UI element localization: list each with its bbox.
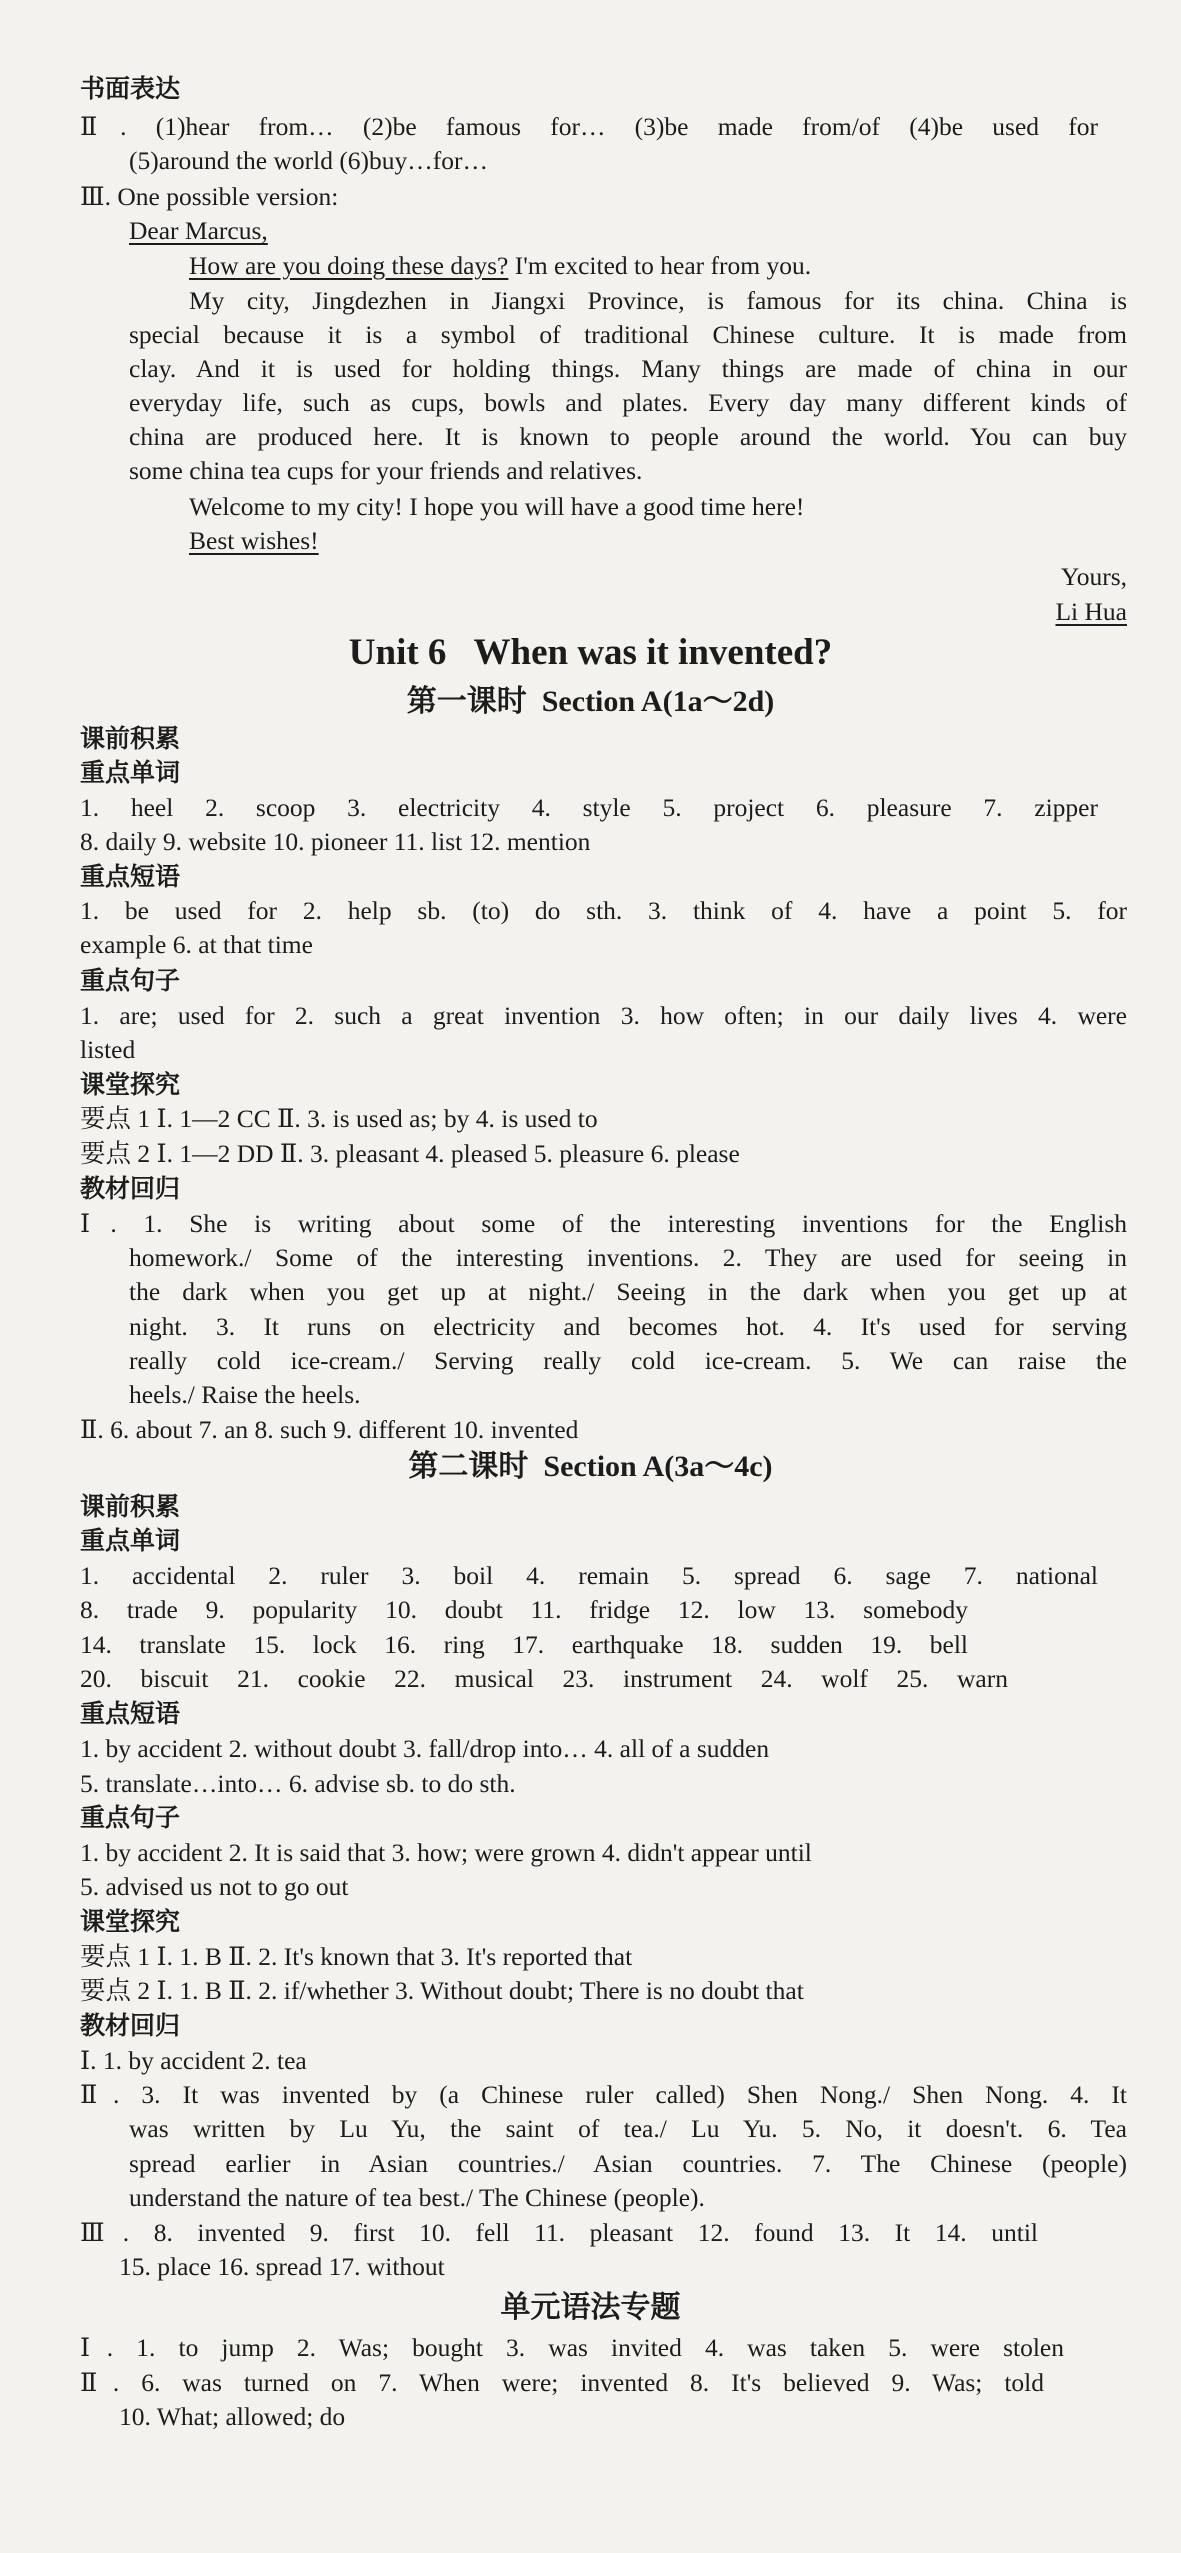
letter-signature: Li Hua	[1055, 597, 1127, 626]
letter-p2-line: special because it is a symbol of traditional Chinese culture. It is made from	[129, 320, 1127, 349]
lesson2-words-line: 14. translate 15. lock 16. ring 17. earthquake 18. sudden 19. bell	[80, 1630, 968, 1659]
lesson2-words-line: 1. accidental 2. ruler 3. boil 4. remain 5. spread 6. sage 7. national	[80, 1561, 1098, 1590]
lesson1-review-line: the dark when you get up at night./ Seeing in the dark when you get up at	[129, 1277, 1127, 1306]
lesson2-review-line: Ⅱ. 3. It was invented by (a Chinese ruler called) Shen Nong./ Shen Nong. 4. It	[80, 2080, 1127, 2109]
lesson1-review-line: Ⅱ. 6. about 7. an 8. such 9. different 10. invented	[80, 1415, 579, 1444]
lesson2-explore-heading: 课堂探究	[80, 1907, 181, 1936]
lesson1-review-line: Ⅰ. 1. She is writing about some of the interesting inventions for the English	[80, 1209, 1127, 1238]
lesson1-words-heading: 重点单词	[80, 758, 181, 787]
lesson2-sentences-line: 5. advised us not to go out	[80, 1872, 349, 1901]
lesson1-review-line: night. 3. It runs on electricity and becomes hot. 4. It's used for serving	[129, 1312, 1127, 1341]
letter-p1-rest: I'm excited to hear from you.	[508, 251, 812, 280]
letter-closing: Best wishes!	[189, 526, 319, 555]
lesson1-review-line: heels./ Raise the heels.	[129, 1380, 361, 1409]
lesson1-phrases-heading: 重点短语	[80, 862, 181, 891]
grammar-line: Ⅰ. 1. to jump 2. Was; bought 3. was invited 4. was taken 5. were stolen	[80, 2333, 1064, 2362]
writing-II-line2: (5)around the world (6)buy…for…	[129, 146, 489, 175]
letter-salutation: Dear Marcus,	[129, 216, 268, 245]
lesson1-phrases-line: example 6. at that time	[80, 930, 313, 959]
unit-title: Unit 6 When was it invented?	[348, 632, 833, 673]
lesson1-phrases-line: 1. be used for 2. help sb. (to) do sth. 3. think of 4. have a point 5. for	[80, 896, 1127, 925]
lesson2-words-heading: 重点单词	[80, 1526, 181, 1555]
lesson2-sentences-line: 1. by accident 2. It is said that 3. how; were grown 4. didn't appear until	[80, 1838, 812, 1867]
lesson2-explore-line: 要点 2 Ⅰ. 1. B Ⅱ. 2. if/whether 3. Without doubt; There is no doubt that	[80, 1976, 804, 2005]
letter-p2-line: My city, Jingdezhen in Jiangxi Province, is famous for its china. China is	[189, 286, 1127, 315]
lesson1-sentences-line: 1. are; used for 2. such a great invention 3. how often; in our daily lives 4. were	[80, 1001, 1127, 1030]
lesson1-sentences-line: listed	[80, 1035, 136, 1064]
lesson2-review-line: Ⅲ. 8. invented 9. first 10. fell 11. pleasant 12. found 13. It 14. until	[80, 2218, 1038, 2247]
lesson1-review-line: homework./ Some of the interesting inventions. 2. They are used for seeing in	[129, 1243, 1127, 1272]
lesson2-review-line: spread earlier in Asian countries./ Asian countries. 7. The Chinese (people)	[129, 2149, 1127, 2178]
letter-paragraph-3: Welcome to my city! I hope you will have a good time here!	[189, 492, 805, 521]
lesson1-explore-heading: 课堂探究	[80, 1070, 181, 1099]
letter-p2-line: some china tea cups for your friends and relatives.	[129, 456, 643, 485]
lesson1-explore-line: 要点 2 Ⅰ. 1—2 DD Ⅱ. 3. pleasant 4. pleased 5. pleasure 6. please	[80, 1139, 740, 1168]
grammar-title: 单元语法专题	[500, 2291, 681, 2324]
lesson1-review-line: really cold ice-cream./ Serving really cold ice-cream. 5. We can raise the	[129, 1346, 1127, 1375]
lesson2-words-line: 20. biscuit 21. cookie 22. musical 23. instrument 24. wolf 25. warn	[80, 1664, 1008, 1693]
lesson2-review-line: Ⅰ. 1. by accident 2. tea	[80, 2046, 307, 2075]
lesson1-pre-class: 课前积累	[80, 724, 181, 753]
lesson2-words-line: 8. trade 9. popularity 10. doubt 11. fridge 12. low 13. somebody	[80, 1595, 968, 1624]
grammar-line: Ⅱ. 6. was turned on 7. When were; invented 8. It's believed 9. Was; told	[80, 2368, 1044, 2397]
lesson1-words-line: 8. daily 9. website 10. pioneer 11. list 12. mention	[80, 827, 591, 856]
letter-p1-underlined: How are you doing these days?	[189, 251, 509, 280]
lesson1-sentences-heading: 重点句子	[80, 966, 181, 995]
writing-heading: 书面表达	[80, 74, 181, 103]
lesson2-review-line: understand the nature of tea best./ The Chinese (people).	[129, 2183, 705, 2212]
lesson2-phrases-heading: 重点短语	[80, 1699, 181, 1728]
lesson1-explore-line: 要点 1 Ⅰ. 1—2 CC Ⅱ. 3. is used as; by 4. is used to	[80, 1104, 598, 1133]
letter-p2-line: china are produced here. It is known to people around the world. You can buy	[129, 422, 1127, 451]
letter-p2-line: clay. And it is used for holding things. Many things are made of china in our	[129, 354, 1127, 383]
writing-III-intro: Ⅲ. One possible version:	[80, 182, 339, 211]
lesson2-phrases-line: 1. by accident 2. without doubt 3. fall/drop into… 4. all of a sudden	[80, 1734, 770, 1763]
lesson1-review-heading: 教材回归	[80, 1174, 181, 1203]
lesson2-title: 第二课时 Section A(3a～4c)	[408, 1450, 773, 1483]
lesson2-pre-class: 课前积累	[80, 1492, 181, 1521]
letter-paragraph-1	[189, 249, 811, 283]
lesson2-review-heading: 教材回归	[80, 2011, 181, 2040]
lesson2-phrases-line: 5. translate…into… 6. advise sb. to do sth.	[80, 1769, 516, 1798]
lesson1-title: 第一课时 Section A(1a～2d)	[406, 685, 775, 718]
lesson2-review-line: was written by Lu Yu, the saint of tea./ Lu Yu. 5. No, it doesn't. 6. Tea	[129, 2114, 1127, 2143]
lesson2-sentences-heading: 重点句子	[80, 1803, 181, 1832]
letter-p2-line: everyday life, such as cups, bowls and plates. Every day many different kinds of	[129, 388, 1127, 417]
lesson1-words-line: 1. heel 2. scoop 3. electricity 4. style 5. project 6. pleasure 7. zipper	[80, 793, 1098, 822]
lesson2-review-line: 15. place 16. spread 17. without	[119, 2252, 445, 2281]
letter-sign-off: Yours,	[1060, 562, 1127, 591]
grammar-line: 10. What; allowed; do	[119, 2402, 346, 2431]
lesson2-explore-line: 要点 1 Ⅰ. 1. B Ⅱ. 2. It's known that 3. It's reported that	[80, 1942, 633, 1971]
writing-II-line1: Ⅱ. (1)hear from… (2)be famous for… (3)be made from/of (4)be used for	[80, 112, 1098, 141]
